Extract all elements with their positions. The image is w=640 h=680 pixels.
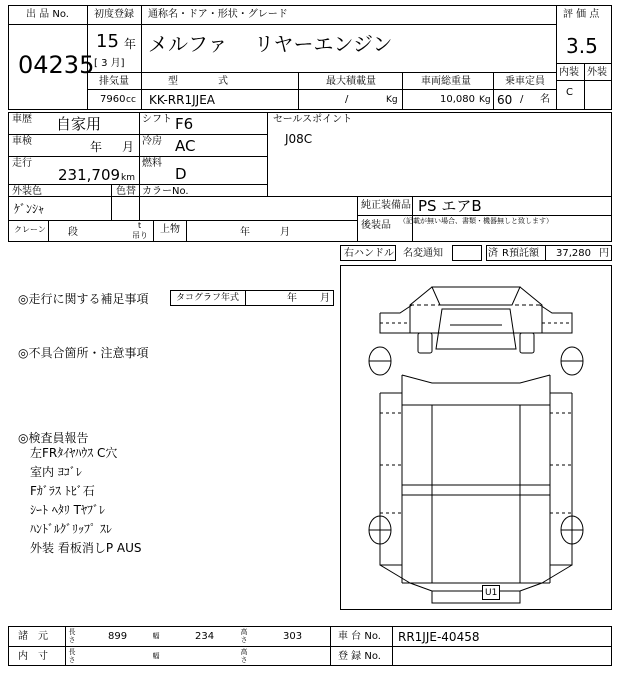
inspector-line: 左FRﾀｲﾔﾊｳｽ C穴 [30, 446, 118, 460]
color: ｹﾞﾝｼｬ [14, 202, 45, 216]
capacity-label: 乗車定員 [505, 76, 545, 87]
score: 3.5 [566, 34, 598, 58]
gross-weight: 10,080 [440, 94, 475, 105]
right-hand-label: 右ハンドル [344, 248, 394, 259]
height-label: 高さ [240, 628, 248, 644]
fuel: D [175, 165, 187, 183]
shift-label: シフト [142, 114, 172, 125]
inspector-line: 室内 ﾖｺﾞﾚ [30, 465, 82, 479]
width-label: 幅 [152, 632, 160, 640]
damage-marker-code: U1 [485, 588, 498, 598]
car-name: メルファ リヤーエンジン [148, 32, 393, 56]
interior-label: 内装 [559, 67, 579, 78]
score-label: 評 価 点 [563, 9, 600, 20]
chassis-no: RR1JJE-40458 [398, 630, 480, 644]
inspector-line: 外装 看板消しP AUS [30, 541, 142, 555]
displacement-label: 排気量 [99, 76, 129, 87]
crane-hoist: 吊り [132, 231, 148, 240]
upper-month: 月 [280, 227, 290, 238]
exterior-label: 外装 [587, 67, 607, 78]
roof-outline [432, 287, 520, 305]
spec-label: 諸 元 [18, 631, 48, 642]
crane-t: t [138, 221, 142, 230]
color-no-label: カラーNo. [142, 186, 189, 197]
inspection-label: 車検 [12, 136, 32, 147]
recycle-deposit-label: R預託額 [502, 248, 539, 259]
reg-year-unit: 年 [124, 37, 137, 51]
name-change-label: 名変通知 [403, 248, 443, 259]
driving-notes-label: ◎走行に関する補足事項 [18, 292, 149, 306]
upper-year: 年 [240, 227, 250, 238]
chassis-label: 車 台 No. [338, 631, 381, 642]
interior-grade: C [566, 87, 573, 98]
name-change-box [452, 245, 482, 261]
inspector-line: ﾊﾝﾄﾞﾙｸﾞﾘｯﾌﾟ ｽﾚ [30, 522, 112, 536]
retrofit-label: 後装品 [361, 220, 391, 231]
ac: AC [175, 137, 196, 155]
width: 234 [195, 631, 215, 642]
length: 899 [108, 631, 128, 642]
car-name-label: 通称名・ドア・形状・グレード [148, 9, 288, 20]
gross-weight-label: 車両総重量 [421, 76, 471, 87]
body-sides [402, 375, 550, 583]
inspection-year: 年 [90, 140, 103, 154]
sales-point: J08C [285, 132, 313, 146]
history-label: 車歴 [12, 114, 32, 125]
fuel-label: 燃料 [142, 158, 162, 169]
rear-outline [410, 583, 542, 591]
right-mirror [520, 333, 534, 353]
inner-height-label: 高さ [240, 648, 248, 664]
equipment-label: 純正装備品 [361, 200, 411, 211]
reg-no-label: 登 録 No. [338, 651, 381, 662]
max-load: / [345, 94, 349, 105]
inner-length-label: 長さ [68, 648, 76, 664]
mileage: 231,709 [58, 166, 121, 184]
height: 303 [283, 631, 303, 642]
recycle-deposit: 37,280 [556, 248, 591, 259]
windshield [436, 309, 516, 349]
lot-no-label: 出 品 No. [26, 9, 69, 20]
mileage-unit: km [121, 173, 135, 183]
diagram-frame [341, 266, 612, 610]
tacho-month: 月 [320, 293, 330, 304]
lot-no: 04235 [18, 51, 95, 79]
inspection-month: 月 [122, 140, 135, 154]
shift: F6 [175, 115, 194, 133]
inspector-line: ｼｰﾄ ﾍﾀﾘ Tﾔﾌﾞﾚ [30, 503, 105, 517]
vehicle-diagram [340, 265, 612, 610]
inner-label: 内 寸 [18, 651, 48, 662]
inner-width-label: 幅 [152, 652, 160, 660]
sales-point-label: セールスポイント [273, 114, 353, 125]
tacho-year: 年 [287, 293, 297, 304]
capacity: 60 [497, 93, 513, 107]
max-load-label: 最大積載量 [326, 76, 376, 87]
recycle-label: 済 [488, 248, 498, 259]
color-change-label: 色替 [116, 186, 136, 197]
max-load-unit: Kg [386, 95, 398, 105]
reg-month: [ 3 月] [94, 58, 125, 69]
mileage-label: 走行 [12, 158, 32, 169]
left-mirror [418, 333, 432, 353]
defects-label: ◎不具合箇所・注意事項 [18, 346, 149, 360]
displacement: 7960 [100, 94, 126, 105]
inspector-line: Fｶﾞﾗｽ ﾄﾋﾞ石 [30, 484, 95, 498]
ac-label: 冷房 [142, 136, 162, 147]
gross-weight-unit: Kg [479, 95, 491, 105]
capacity-unit: 名 [540, 94, 550, 105]
reg-year: 15 [96, 31, 119, 52]
inspector-report [30, 447, 141, 561]
equipment: PS エアB [418, 197, 482, 215]
model-label: 型 式 [168, 76, 228, 87]
color-label: 外装色 [12, 186, 42, 197]
retrofit-note: （記載が無い場合、書類・機器無しと致します） [399, 217, 553, 225]
inspector-label: ◎検査員報告 [18, 431, 89, 445]
model: KK-RR1JJEA [149, 93, 215, 107]
first-reg-label: 初度登録 [94, 9, 134, 20]
length-label: 長さ [68, 628, 76, 644]
history: 自家用 [56, 115, 102, 133]
displacement-unit: cc [126, 95, 136, 105]
crane-stage: 段 [68, 227, 78, 238]
recycle-unit: 円 [599, 248, 609, 259]
upper-label: 上物 [160, 224, 180, 235]
crane-label: クレーン [14, 225, 46, 234]
tachograph-label: タコグラフ年式 [176, 293, 240, 303]
capacity-slash: / [520, 94, 524, 105]
